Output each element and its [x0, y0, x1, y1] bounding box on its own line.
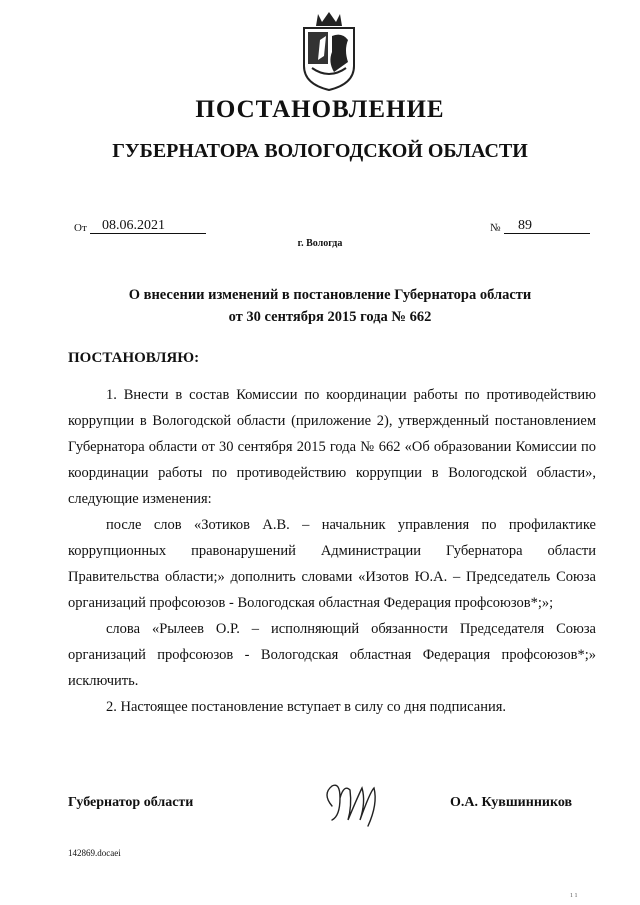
- subject-line-2: от 30 сентября 2015 года № 662: [228, 309, 432, 325]
- paragraph-1: 1. Внести в состав Комиссии по координации работы по противодействию коррупции в Вологодской области (приложение 2), утвержденный постановлением Губернатора области от 30 сентября 2015 года № 662 «Об образовании Комиссии по координации работы по противодействию коррупции в Вологодской области», следующие изменения:: [68, 387, 596, 507]
- decree-heading: ПОСТАНОВЛЯЮ:: [68, 350, 200, 366]
- document-subject: [60, 284, 600, 328]
- document-city: г. Вологда: [297, 238, 343, 249]
- document-date: 08.06.2021: [90, 218, 206, 234]
- date-label: От: [74, 222, 87, 234]
- corner-mark: 1 1: [570, 893, 578, 899]
- signer-name: О.А. Кувшинников: [450, 795, 573, 810]
- footer-code: 142869.docaei: [68, 848, 121, 858]
- paragraph-4: 2. Настоящее постановление вступает в силу со дня подписания.: [106, 699, 507, 715]
- paragraph-3: слова «Рылеев О.Р. – исполняющий обязанности Председателя Союза организаций профсоюзов - Вологодская областная Федерация профсоюзов*;» исключить.: [68, 621, 596, 689]
- paragraph-2: после слов «Зотиков А.В. – начальник управления по профилактике коррупционных правонарушений Администрации Губернатора области Правительства области;» дополнить словами «Изотов Ю.А. – Председатель Союза организаций профсоюзов - Вологодская областная Федерация профсоюзов*;»;: [68, 517, 596, 611]
- document-issuer: ГУБЕРНАТОРА ВОЛОГОДСКОЙ ОБЛАСТИ: [112, 140, 528, 162]
- document-body: [68, 382, 596, 720]
- handwritten-signature: [318, 776, 388, 832]
- signer-title: Губернатор области: [68, 795, 194, 810]
- coat-of-arms-emblem: [298, 6, 360, 92]
- document-title: ПОСТАНОВЛЕНИЕ: [195, 96, 445, 123]
- subject-line-1: О внесении изменений в постановление Губернатора области: [128, 287, 532, 303]
- document-number: 89: [504, 218, 590, 234]
- number-label: №: [490, 222, 501, 234]
